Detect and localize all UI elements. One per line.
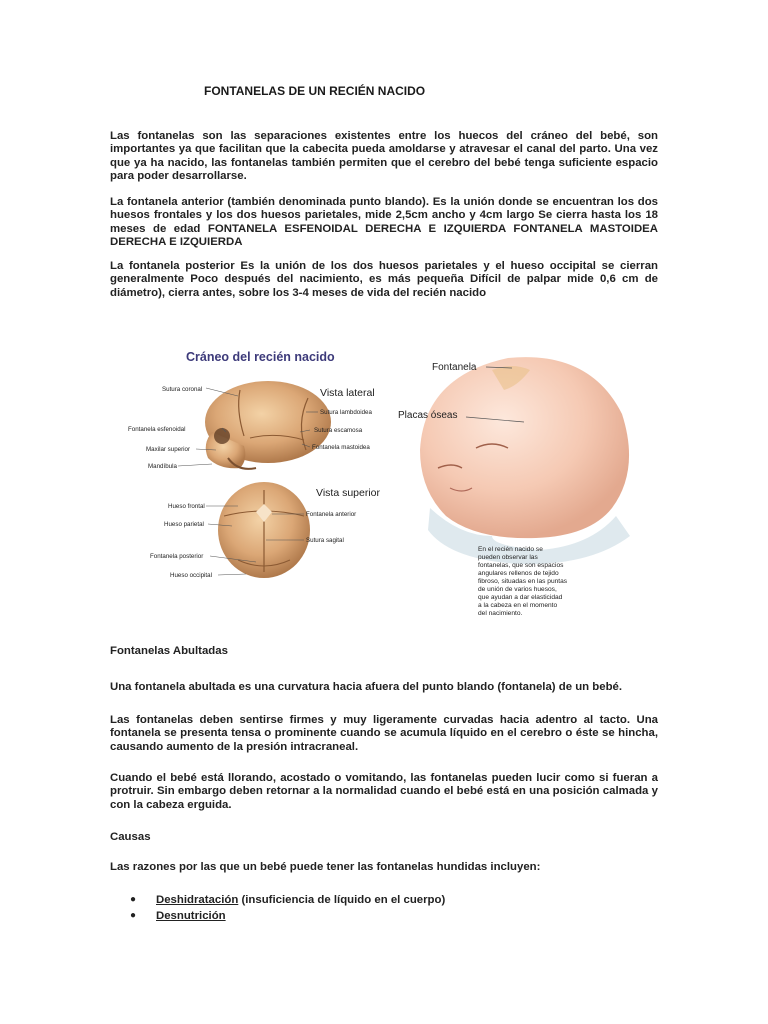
caption-line: En el recién nacido se [478,546,543,553]
paragraph-abultada-tacto: Las fontanelas deben sentirse firmes y muy ligeramente curvadas hacia adentro al tacto. Una fontanela se presenta tensa o prominente cuando se acumula líquido en el cerebro o éste se hincha, causando aumento de la presión intracraneal. [110,714,658,753]
caption-line: a la cabeza en el momento [478,602,558,609]
label-hueso-parietal: Hueso parietal [164,521,204,528]
label-fontanela-mastoidea: Fontanela mastoidea [312,444,370,451]
paragraph-abultada-llanto: Cuando el bebé está llorando, acostado o vomitando, las fontanelas pueden lucir como si fueran a protruir. Sin embargo deben retornar a la normalidad cuando el bebé está en una posición calmada y con la cabeza erguida. [110,772,658,811]
label-mandibula: Mandíbula [148,463,177,470]
label-fontanela-esfenoidal: Fontanela esfenoidal [128,426,186,433]
lateral-view-title: Vista lateral [320,387,375,399]
bullet-icon: ● [130,910,137,921]
list-item [130,892,445,908]
skull-figure-svg [120,340,650,630]
label-placas-oseas: Placas óseas [398,410,458,421]
paragraph-anterior: La fontanela anterior (también denominada punto blando). Es la unión donde se encuentran los dos huesos frontales y los dos huesos parietales, mide 2,5cm ancho y 4cm largo Se cierra hasta los 18 meses de edad FONTANELA ESFENOIDAL DERECHA E IZQUIERDA FONTANELA MASTOIDEA DERECHA E IZQUIERDA [110,196,658,249]
paragraph-posterior: La fontanela posterior Es la unión de los dos huesos parietales y el hueso occipital se cierran generalmente Poco después del nacimiento, es más pequeña Difícil de palpar mide 0,6 cm de diámetro), cierra antes, sobre los 3-4 meses de vida del recién nacido [110,260,658,299]
link-desnutricion[interactable]: Desnutrición [156,910,226,922]
label-sutura-escamosa: Sutura escamosa [314,427,363,434]
label-maxilar-superior: Maxilar superior [146,446,191,453]
caption-line: que ayudan a dar elasticidad [478,594,563,601]
caption-line: pueden observar las [478,554,538,561]
skull-figure [120,340,650,630]
superior-view-title: Vista superior [316,487,381,499]
list-item-text: (insuficiencia de líquido en el cuerpo) [238,894,446,906]
causas-intro: Las razones por las que un bebé puede tener las fontanelas hundidas incluyen: [110,861,541,873]
label-sutura-coronal: Sutura coronal [162,386,203,393]
bullet-icon: ● [130,894,137,905]
paragraph-abultada-def: Una fontanela abultada es una curvatura hacia afuera del punto blando (fontanela) de un bebé. [110,681,623,693]
figure-title: Cráneo del recién nacido [186,350,335,364]
label-sutura-sagital: Sutura sagital [306,537,344,544]
label-fontanela-posterior: Fontanela posterior [150,553,204,560]
superior-skull-illustration [218,482,310,578]
caption-line: de unión de varios huesos, [478,586,557,593]
label-fontanela: Fontanela [432,362,477,373]
label-hueso-frontal: Hueso frontal [168,503,205,510]
label-hueso-occipital: Hueso occipital [170,572,212,579]
paragraph-intro: Las fontanelas son las separaciones existentes entre los huecos del cráneo del bebé, son importantes ya que facilitan que la cabecita pueda amoldarse y atravesar el canal del parto. Una vez que ya ha nacido, las fontanelas también permiten que el cerebro del bebé tenga suficiente espacio para poder desarrollarse. [110,130,658,183]
lateral-skull-illustration [205,381,331,469]
baby-head-illustration [420,357,630,564]
page-title: FONTANELAS DE UN RECIÉN NACIDO [204,84,426,98]
caption-line: fontanelas, que son espacios [478,562,564,569]
caption-line: fibroso, situadas en las puntas [478,578,568,585]
heading-fontanelas-abultadas: Fontanelas Abultadas [110,645,228,657]
label-fontanela-anterior: Fontanela anterior [306,511,357,518]
causas-list [130,892,445,924]
list-item [130,908,445,924]
link-deshidratacion[interactable]: Deshidratación [156,894,239,906]
heading-causas: Causas [110,831,151,843]
caption-line: del nacimiento. [478,610,523,617]
label-sutura-lambdoidea: Sutura lambdoidea [320,409,372,416]
caption-line: angulares rellenos de tejido [478,570,559,577]
